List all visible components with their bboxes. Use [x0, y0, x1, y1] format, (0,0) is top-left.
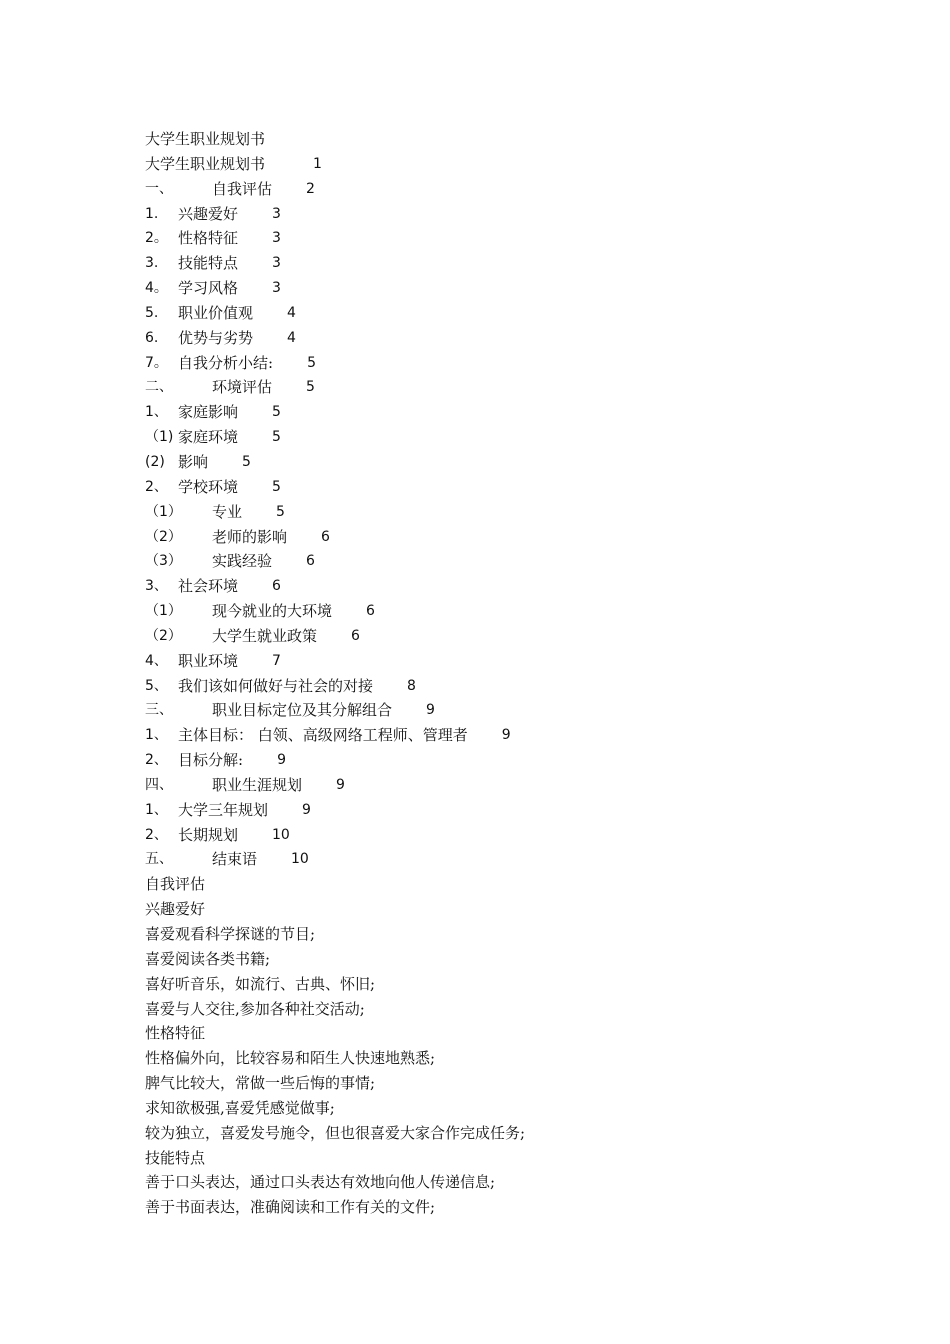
toc-entry-number: 3、	[145, 578, 168, 595]
toc-entry-page: 9	[277, 752, 286, 769]
toc-entry-page: 5	[307, 354, 316, 371]
document-title: 大学生职业规划书	[145, 130, 266, 148]
toc-entry-number: 1、	[145, 727, 168, 744]
body-paragraph: 喜好听音乐，如流行、古典、怀旧;	[145, 974, 376, 993]
toc-entry[interactable]	[145, 177, 525, 202]
toc-entry-number: 三、	[145, 702, 173, 719]
toc-entry[interactable]	[145, 251, 525, 276]
toc-entry-title: 社会环境	[178, 577, 239, 596]
toc-entry[interactable]	[145, 723, 525, 748]
toc-entry-page: 6	[366, 603, 375, 620]
toc-entry[interactable]	[145, 326, 525, 351]
toc-entry[interactable]	[145, 525, 525, 550]
toc-entry-title: 目标分解:	[178, 751, 244, 770]
toc-entry-title: 现今就业的大环境	[212, 602, 333, 621]
toc-entry-number: 四、	[145, 776, 173, 793]
toc-entry[interactable]	[145, 748, 525, 773]
toc-entry-title: 学校环境	[178, 477, 239, 496]
toc-entry-page: 9	[501, 727, 511, 744]
toc-entry-number: 7。	[145, 354, 168, 371]
toc-entry-title: 长期规划	[178, 825, 239, 844]
body-paragraph: 性格特征	[145, 1024, 206, 1043]
toc-entry-title: 职业价值观	[178, 303, 254, 322]
body-paragraph: 求知欲极强,喜爱凭感觉做事;	[145, 1098, 335, 1117]
toc-entry[interactable]	[145, 301, 525, 326]
toc-entry-number: 5、	[145, 677, 168, 694]
toc-entry-number: （3）	[145, 553, 182, 570]
toc-entry-number: 2。	[145, 230, 168, 247]
toc-entry-title: 优势与劣势	[178, 328, 254, 347]
toc-entry-title: 职业目标定位及其分解组合	[212, 701, 393, 720]
toc-entry[interactable]	[145, 351, 525, 376]
toc-entry-page: 6	[306, 553, 315, 570]
toc-entry-number: （1）	[145, 503, 182, 520]
toc-entry[interactable]	[145, 202, 525, 227]
toc-entry[interactable]	[145, 698, 525, 723]
toc-entry-page: 3	[272, 255, 281, 272]
toc-entry-page: 5	[276, 503, 285, 520]
toc-entry[interactable]	[145, 500, 525, 525]
toc-entry-number: （2）	[145, 627, 182, 644]
toc-entry-title: 大学生就业政策	[212, 626, 318, 645]
toc-entry-title: 专业	[212, 502, 243, 521]
toc-entry-page: 3	[272, 230, 281, 247]
toc-entry-page: 5	[272, 404, 281, 421]
toc-entry-page: 8	[407, 677, 416, 694]
toc-entry-title: 主体目标： 白领、高级网络工程师、管理者	[178, 726, 468, 745]
toc-entry-title: 家庭环境	[178, 428, 239, 447]
toc-entry-number: 4。	[145, 280, 168, 297]
toc-entry[interactable]	[145, 823, 525, 848]
toc-entry[interactable]	[145, 400, 525, 425]
toc-entry-page: 2	[306, 180, 315, 197]
toc-entry-page: 3	[272, 280, 281, 297]
toc-entry-page: 10	[272, 826, 290, 843]
body-paragraph: 性格偏外向，比较容易和陌生人快速地熟悉;	[145, 1049, 436, 1068]
toc-entry-title: 结束语	[212, 850, 258, 869]
body-paragraph: 喜爱与人交往,参加各种社交活动;	[145, 999, 365, 1018]
toc-entry-page: 5	[272, 478, 281, 495]
toc-entry-title: 性格特征	[178, 229, 239, 248]
toc-entry-title: 职业生涯规划	[212, 775, 303, 794]
body-paragraph: 喜爱观看科学探谜的节目;	[145, 925, 316, 943]
toc-entry-number: 5.	[145, 304, 159, 321]
body-paragraph: 脾气比较大，常做一些后悔的事情;	[145, 1074, 376, 1093]
toc-entry[interactable]	[145, 152, 525, 177]
toc-entry-page: 6	[272, 578, 281, 595]
toc-entry-number: 4、	[145, 652, 168, 669]
toc-entry-number: 大学生职业规划书	[145, 154, 266, 173]
body-paragraph: 善于口头表达，通过口头表达有效地向他人传递信息;	[145, 1173, 496, 1192]
toc-entry[interactable]	[145, 674, 525, 699]
toc-entry-title: 自我分析小结:	[178, 353, 274, 372]
toc-entry[interactable]	[145, 226, 525, 251]
toc-entry-page: 9	[302, 801, 311, 818]
toc-entry-number: 2、	[145, 752, 168, 769]
toc-entry-number: 6.	[145, 329, 159, 346]
toc-entry-number: 2、	[145, 478, 168, 495]
toc-entry-page: 10	[291, 851, 309, 868]
toc-entry[interactable]	[145, 375, 525, 400]
toc-entry-title: 我们该如何做好与社会的对接	[178, 676, 374, 695]
toc-entry-title: 自我评估	[212, 179, 273, 198]
toc-entry-title: 老师的影响	[212, 527, 288, 546]
toc-entry-page: 6	[351, 627, 360, 644]
document-body	[145, 127, 525, 1220]
toc-entry-title: 家庭影响	[178, 403, 239, 422]
toc-entry-number: 一、	[145, 180, 173, 197]
toc-entry-number: 1、	[145, 404, 168, 421]
body-paragraph: 较为独立，喜爱发号施令，但也很喜爱大家合作完成任务;	[145, 1123, 526, 1142]
toc-entry-title: 环境评估	[212, 378, 273, 397]
toc-entry[interactable]	[145, 450, 525, 475]
toc-entry-number: 3.	[145, 255, 159, 272]
body-paragraph: 兴趣爱好	[145, 900, 206, 919]
toc-entry-page: 7	[272, 652, 281, 669]
toc-entry[interactable]	[145, 798, 525, 823]
toc-entry-number: （1)	[145, 429, 174, 446]
toc-entry-page: 3	[272, 205, 281, 222]
toc-entry-page: 1	[313, 155, 322, 172]
toc-entry-number: （1）	[145, 603, 182, 620]
body-paragraph: 喜爱阅读各类书籍;	[145, 949, 271, 968]
toc-entry-number: 2、	[145, 826, 168, 843]
table-of-contents	[145, 152, 525, 872]
toc-entry-number: (2)	[145, 453, 165, 470]
toc-entry-number: （2）	[145, 528, 182, 545]
toc-entry[interactable]	[145, 599, 525, 624]
toc-entry-number: 1.	[145, 205, 159, 222]
toc-entry-page: 5	[306, 379, 315, 396]
toc-entry-title: 职业环境	[178, 651, 239, 670]
toc-entry[interactable]	[145, 649, 525, 674]
body-text	[145, 872, 525, 1220]
toc-entry[interactable]	[145, 276, 525, 301]
toc-entry-page: 5	[242, 453, 251, 470]
toc-entry-title: 实践经验	[212, 552, 273, 571]
toc-entry[interactable]	[145, 425, 525, 450]
toc-entry-page: 5	[272, 429, 281, 446]
toc-entry-number: 二、	[145, 379, 173, 396]
toc-entry[interactable]	[145, 624, 525, 649]
body-paragraph: 善于书面表达，准确阅读和工作有关的文件;	[145, 1198, 436, 1217]
toc-entry-title: 技能特点	[178, 254, 239, 273]
toc-entry-title: 学习风格	[178, 279, 239, 298]
body-paragraph: 技能特点	[145, 1148, 206, 1167]
toc-entry-number: 五、	[145, 851, 173, 868]
toc-entry-page: 4	[287, 329, 296, 346]
toc-entry-title: 影响	[178, 452, 209, 471]
toc-entry-title: 兴趣爱好	[178, 204, 239, 223]
toc-entry-page: 6	[321, 528, 330, 545]
body-paragraph: 自我评估	[145, 875, 206, 894]
toc-entry-page: 9	[426, 702, 435, 719]
toc-entry[interactable]	[145, 475, 525, 500]
toc-entry[interactable]	[145, 847, 525, 872]
toc-entry[interactable]	[145, 549, 525, 574]
toc-entry-page: 4	[287, 304, 296, 321]
toc-entry-title: 大学三年规划	[178, 800, 269, 819]
toc-entry-number: 1、	[145, 801, 168, 818]
toc-entry-page: 9	[336, 776, 345, 793]
toc-entry[interactable]	[145, 773, 525, 798]
toc-entry[interactable]	[145, 574, 525, 599]
